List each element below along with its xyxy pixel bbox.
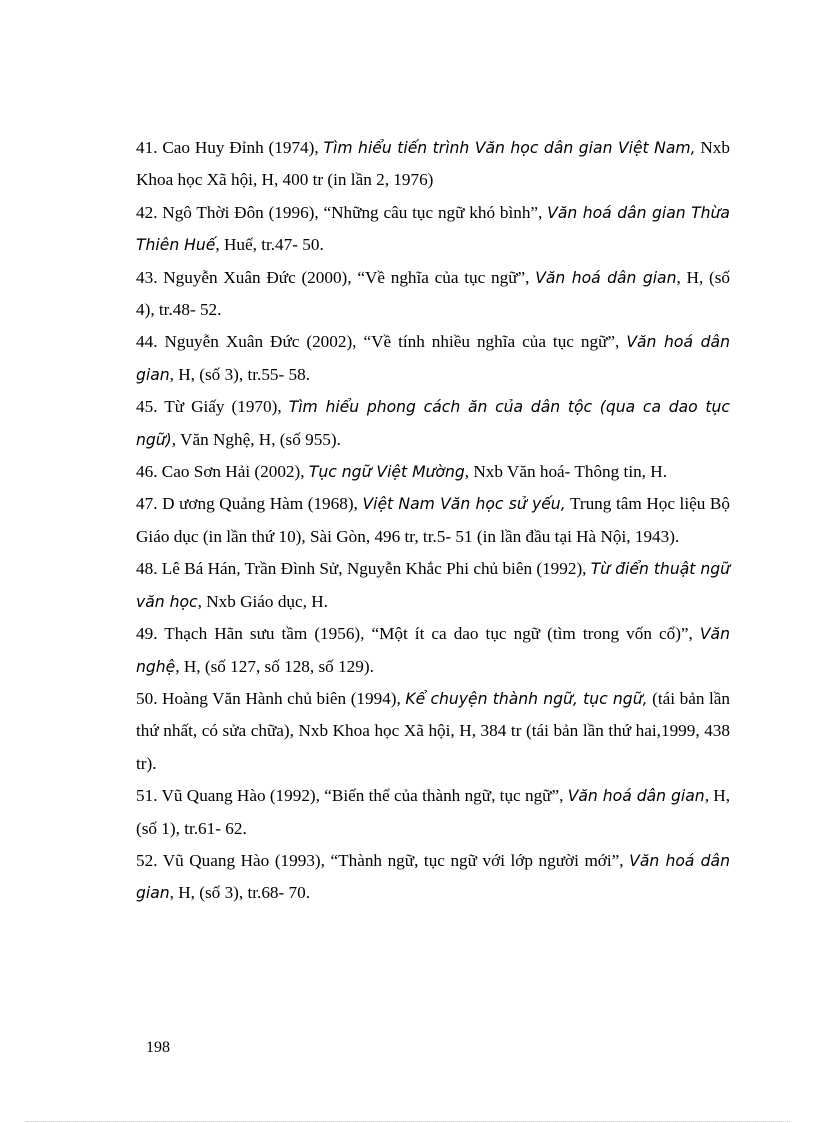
page-number: 198	[146, 1039, 170, 1056]
reference-title: Văn hoá dân gian	[567, 787, 705, 806]
reference-entry	[136, 618, 730, 683]
reference-text: 46. Cao Sơn Hải (2002),	[136, 462, 309, 482]
reference-title: Việt Nam Văn học sử yếu,	[362, 495, 566, 514]
reference-entry	[136, 553, 730, 618]
reference-title: Tìm hiểu phong cách ăn của dân tộc (qua ca dao tục ngữ)	[136, 398, 730, 449]
reference-text: 43. Nguyễn Xuân Đức (2000), “Về nghĩa của tục ngữ”,	[136, 267, 536, 287]
reference-text: , H, (số 4), tr.48- 52.	[136, 267, 730, 320]
reference-text: , Nxb Văn hoá- Thông tin, H.	[464, 462, 667, 482]
reference-text: , H, (số 3), tr.55- 58.	[169, 364, 311, 384]
reference-title: Văn hoá dân gian	[136, 333, 730, 384]
reference-entry	[136, 683, 730, 780]
reference-title: Kể chuyện thành ngữ, tục ngữ,	[405, 689, 648, 708]
reference-title: Tìm hiểu tiến trình Văn học dân gian Việt Nam,	[323, 139, 696, 157]
reference-title: Văn hoá dân gian	[535, 268, 677, 287]
reference-entry	[136, 488, 730, 553]
reference-text: 52. Vũ Quang Hào (1993), “Thành ngữ, tục ngữ với lớp người mới”,	[136, 850, 630, 870]
reference-text: , H, (số 127, số 128, số 129).	[175, 656, 374, 676]
reference-text: Trung tâm Học liệu Bộ Giáo dục (in lần thứ 10), Sài Gòn, 496 tr, tr.5- 51 (in lần đầu tại Hà Nội, 1943).	[136, 494, 730, 546]
reference-title: Từ điển thuật ngữ văn học	[136, 560, 730, 611]
reference-entry	[136, 391, 730, 456]
reference-text: 41. Cao Huy Đỉnh (1974),	[136, 138, 324, 157]
reference-title: Văn nghệ	[136, 625, 730, 676]
reference-text: 51. Vũ Quang Hào (1992), “Biến thể của thành ngữ, tục ngữ”,	[136, 786, 568, 806]
reference-text: 49. Thạch Hãn sưu tầm (1956), “Một ít ca dao tục ngữ (tìm trong vốn cổ)”,	[136, 624, 700, 644]
reference-text: 44. Nguyễn Xuân Đức (2002), “Về tính nhiều nghĩa của tục ngữ”,	[136, 332, 627, 352]
reference-text: (tái bản lần thứ nhất, có sửa chữa), Nxb Khoa học Xã hội, H, 384 tr (tái bản lần thứ hai,1999, 438 tr).	[136, 688, 730, 773]
reference-text: 48. Lê Bá Hán, Trần Đình Sử, Nguyễn Khắc Phi chủ biên (1992),	[136, 559, 591, 579]
reference-entry	[136, 132, 730, 197]
reference-text: 42. Ngô Thời Đôn (1996), “Những câu tục ngữ khó bình”,	[136, 202, 548, 222]
reference-text: , H, (số 1), tr.61- 62.	[136, 786, 730, 838]
reference-text: 45. Từ Giấy (1970),	[136, 397, 289, 417]
reference-text: , H, (số 3), tr.68- 70.	[169, 883, 311, 903]
reference-text: 50. Hoàng Văn Hành chủ biên (1994),	[136, 688, 406, 708]
reference-title: Văn hoá dân gian	[136, 851, 730, 903]
reference-entry	[136, 197, 730, 262]
reference-title: Văn hoá dân gian Thừa Thiên Huế	[136, 203, 730, 255]
reference-entry	[136, 456, 730, 488]
reference-entry	[136, 262, 730, 327]
reference-list	[136, 132, 730, 910]
reference-text: , Nxb Giáo dục, H.	[197, 591, 328, 611]
page-bottom-rule	[26, 1121, 790, 1122]
reference-entry	[136, 780, 730, 845]
reference-text: Nxb Khoa học Xã hội, H, 400 tr (in lần 2, 1976)	[136, 138, 730, 190]
reference-entry	[136, 326, 730, 391]
reference-title: Tục ngữ Việt Mường	[308, 463, 465, 482]
reference-text: 47. D ương Quảng Hàm (1968),	[136, 494, 363, 514]
reference-text: , Văn Nghệ, H, (số 955).	[171, 429, 341, 449]
reference-text: , Huế, tr.47- 50.	[215, 235, 324, 255]
reference-entry	[136, 845, 730, 910]
